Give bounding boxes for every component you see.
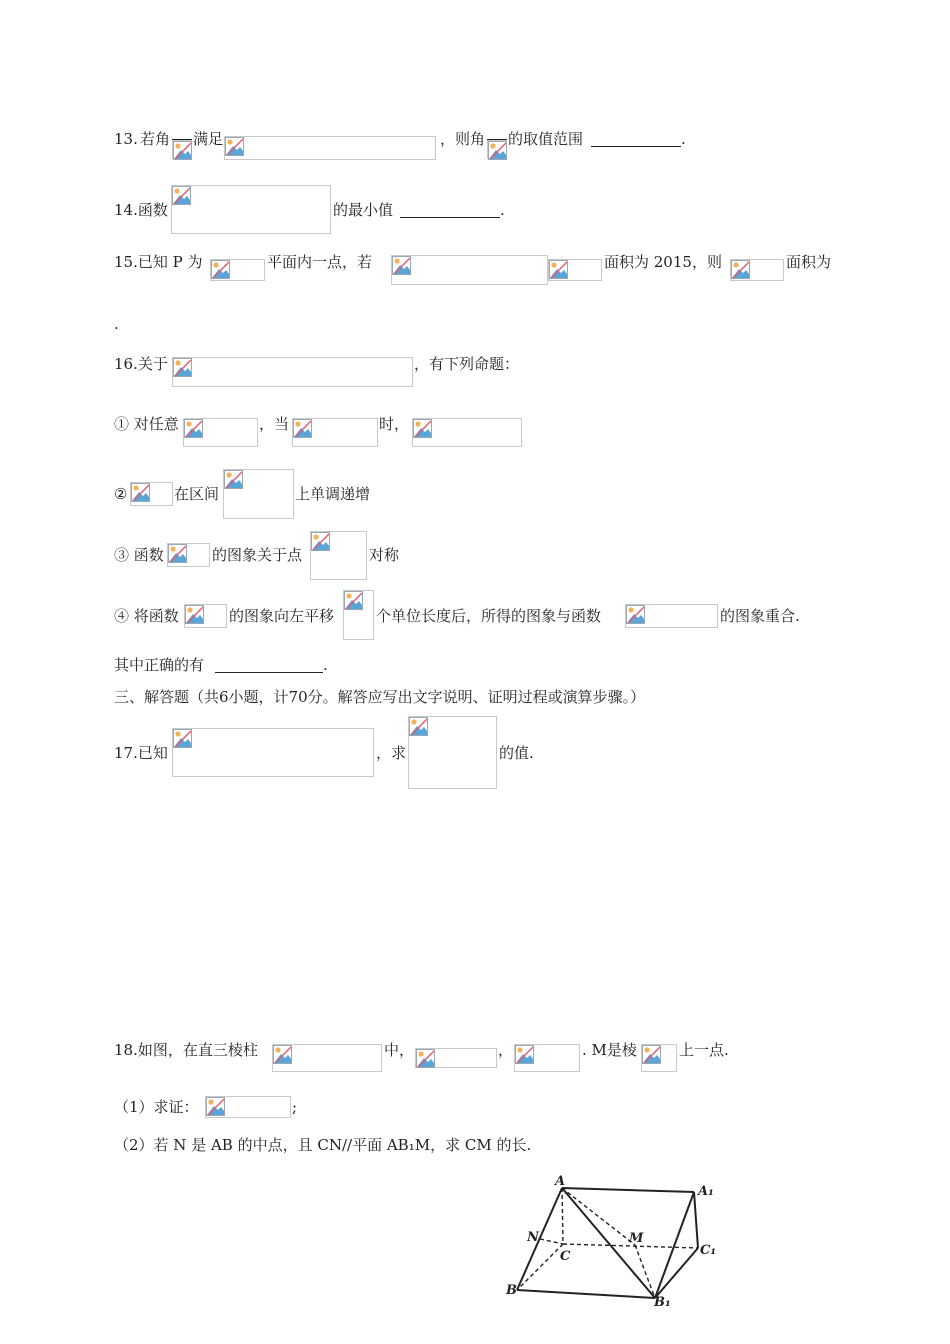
q15-text: 面积为 2015，则 (604, 253, 722, 271)
label-c: C (560, 1249, 571, 1264)
q13-text: 满足 (193, 130, 224, 148)
edge-c-b (517, 1244, 563, 1290)
answer-blank (400, 217, 500, 218)
q16-item-4: 的图象重合. (720, 607, 800, 625)
q13-text: 若角 (140, 130, 171, 148)
q16-item-2: 上单调递增 (295, 485, 371, 503)
broken-image-icon (515, 1045, 534, 1064)
broken-image-icon (185, 605, 204, 624)
image-placeholder (514, 1044, 580, 1072)
broken-image-icon (224, 470, 243, 489)
broken-image-icon (642, 1045, 661, 1064)
image-placeholder (167, 543, 210, 567)
q13-text: ，则角 (440, 130, 486, 148)
image-placeholder (130, 482, 173, 506)
image-placeholder (224, 136, 436, 160)
image-placeholder (205, 1096, 291, 1118)
line-n-c (540, 1239, 563, 1244)
image-placeholder (487, 140, 507, 159)
broken-image-icon (211, 260, 230, 279)
image-placeholder (343, 590, 374, 640)
image-placeholder (172, 728, 374, 777)
broken-image-icon (416, 1049, 435, 1068)
image-placeholder (641, 1044, 677, 1072)
q14-text: 的最小值 (333, 201, 394, 219)
image-placeholder (223, 469, 294, 519)
label-a1: A₁ (698, 1184, 714, 1199)
label-b1: B₁ (654, 1295, 671, 1308)
edge-a-a1 (562, 1188, 694, 1192)
q18-text: ， (498, 1041, 514, 1059)
q16-item-3: 对称 (369, 546, 400, 564)
q17-text: 17.已知 (114, 744, 168, 762)
broken-image-icon (311, 532, 330, 551)
q18-text: 18.如图，在直三棱柱 (114, 1041, 258, 1059)
broken-image-icon (172, 186, 191, 205)
section-heading: 三、解答题（共6小题，计70分。解答应写出文字说明、证明过程或演算步骤。） (114, 688, 646, 706)
broken-image-icon (168, 544, 187, 563)
q16-item-3: 的图象关于点 (212, 546, 303, 564)
broken-image-icon (131, 483, 150, 502)
broken-image-icon (413, 419, 432, 438)
edge-a1-c1 (694, 1192, 698, 1248)
image-placeholder (548, 259, 602, 281)
broken-image-icon (488, 141, 507, 160)
line-m-b1 (635, 1245, 655, 1298)
edge-b-b1 (517, 1290, 655, 1298)
q18-text: 中， (384, 1041, 415, 1059)
q14-text: 14.函数 (114, 201, 168, 219)
broken-image-icon (409, 717, 428, 736)
q14-end: . (500, 201, 505, 219)
label-n: N (527, 1230, 539, 1245)
q16-item-2: ② (114, 485, 128, 503)
broken-image-icon (225, 137, 244, 156)
label-m: M (629, 1231, 644, 1246)
image-placeholder (391, 255, 548, 285)
line-a-m (562, 1188, 635, 1245)
broken-image-icon (173, 729, 192, 748)
answer-blank (591, 146, 681, 147)
image-placeholder (272, 1044, 382, 1072)
broken-image-icon (392, 256, 411, 275)
q16-item-2: 在区间 (174, 485, 220, 503)
image-placeholder (292, 418, 378, 447)
image-placeholder (172, 357, 413, 387)
q16-item-4: 的图象向左平移 (229, 607, 335, 625)
image-placeholder (730, 259, 784, 281)
broken-image-icon (344, 591, 363, 610)
broken-image-icon (293, 419, 312, 438)
q13-text: 的取值范围 (508, 130, 584, 148)
q15-text: 15.已知 P 为 (114, 253, 203, 271)
q18-part-2: （2）若 N 是 AB 的中点，且 CN//平面 AB₁M，求 CM 的长. (114, 1136, 532, 1154)
q18-text: 上一点. (679, 1041, 729, 1059)
blank-line (172, 139, 192, 140)
broken-image-icon (731, 260, 750, 279)
q16-text: 16.关于 (114, 355, 168, 373)
image-placeholder (171, 185, 331, 234)
broken-image-icon (206, 1097, 225, 1116)
broken-image-icon (626, 605, 645, 624)
edge-a-c (562, 1188, 563, 1244)
q18-part-1: （1）求证： (114, 1098, 199, 1116)
q17-text: 的值. (499, 744, 534, 762)
image-placeholder (408, 716, 497, 789)
edge-a1-b1 (655, 1192, 694, 1298)
q15-text: 平面内一点，若 (267, 253, 373, 271)
image-placeholder (412, 418, 522, 447)
broken-image-icon (273, 1045, 292, 1064)
q16-item-1: ① 对任意 (114, 415, 179, 433)
broken-image-icon (184, 419, 203, 438)
q17-text: ，求 (376, 744, 407, 762)
edge-a-b (517, 1188, 562, 1290)
q18-text: . M是棱 (582, 1041, 637, 1059)
image-placeholder (172, 140, 192, 159)
q16-item-3: ③ 函数 (114, 546, 164, 564)
answer-blank (215, 672, 323, 673)
blank-line (487, 139, 507, 140)
label-b: B (506, 1283, 517, 1298)
prism-figure (500, 1168, 730, 1308)
q18-part-1: ; (292, 1098, 298, 1116)
q16-item-4: ④ 将函数 (114, 607, 179, 625)
q16-end: . (323, 656, 328, 674)
broken-image-icon (549, 260, 568, 279)
q16-item-1: 时， (379, 415, 410, 433)
label-a: A (555, 1174, 566, 1189)
image-placeholder (210, 259, 265, 281)
broken-image-icon (173, 358, 192, 377)
q16-correct: 其中正确的有 (114, 656, 205, 674)
q13-number: 13. (114, 130, 138, 148)
q15-end: . (114, 315, 119, 333)
label-c1: C₁ (700, 1243, 717, 1258)
q16-item-1: ，当 (259, 415, 290, 433)
q15-text: 面积为 (786, 253, 832, 271)
image-placeholder (184, 604, 227, 628)
broken-image-icon (173, 141, 192, 160)
q16-text: ，有下列命题： (414, 355, 520, 373)
q13-end: . (681, 130, 686, 148)
image-placeholder (183, 418, 258, 447)
q16-item-4: 个单位长度后，所得的图象与函数 (376, 607, 602, 625)
image-placeholder (625, 604, 718, 628)
image-placeholder (415, 1048, 497, 1068)
image-placeholder (310, 531, 367, 580)
edge-c1-b1 (655, 1248, 698, 1298)
